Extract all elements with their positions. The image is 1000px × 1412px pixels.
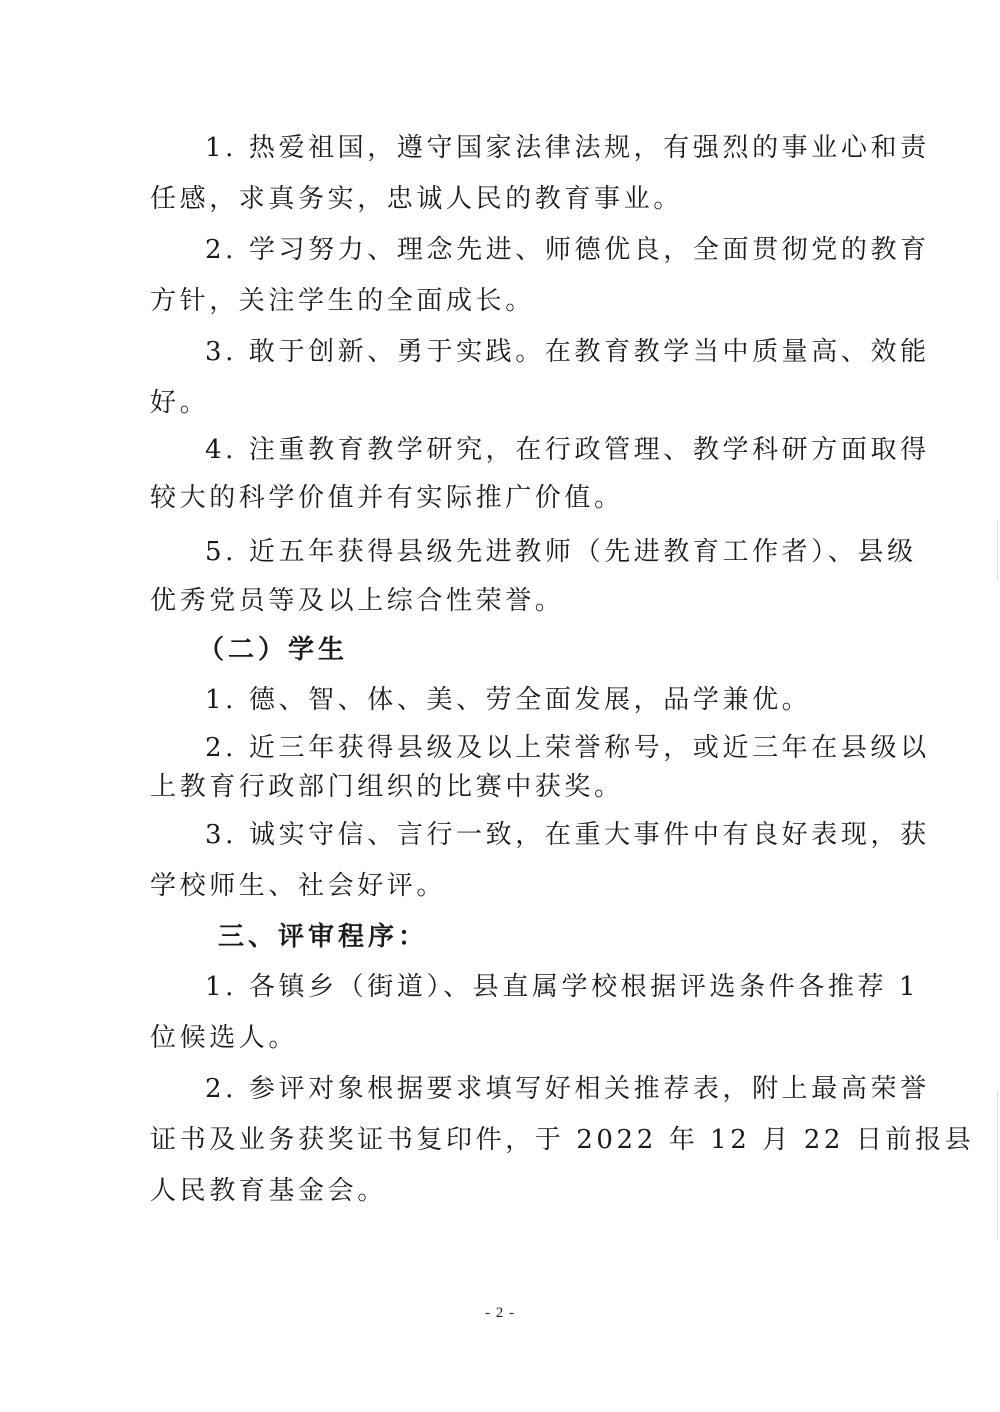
student-item-2-line-2: 上教育行政部门组织的比赛中获奖。 (150, 772, 624, 802)
paragraph-2-line-1: 2. 学习努力、理念先进、师德优良，全面贯彻党的教育 (205, 235, 930, 265)
procedure-item-1-line-1: 1. 各镇乡（街道）、县直属学校根据评选条件各推荐 1 (205, 972, 920, 1002)
student-item-1-line-1: 1. 德、智、体、美、劳全面发展，品学兼优。 (205, 685, 812, 715)
paragraph-1-line-2: 任感，求真务实，忠诚人民的教育事业。 (150, 184, 683, 214)
paragraph-5-line-1: 5. 近五年获得县级先进教师（先进教育工作者）、县级 (205, 537, 917, 567)
paragraph-3-line-1: 3. 敢于创新、勇于实践。在教育教学当中质量高、效能 (205, 337, 930, 367)
section-heading-students: （二）学生 (198, 635, 349, 665)
section-heading-review-procedure: 三、评审程序： (218, 922, 429, 952)
scan-edge-mark (997, 520, 998, 580)
scan-edge-mark (997, 1090, 998, 1240)
student-item-3-line-2: 学校师生、社会好评。 (150, 871, 447, 901)
paragraph-2-line-2: 方针，关注学生的全面成长。 (150, 286, 535, 316)
procedure-item-2-line-2: 证书及业务获奖证书复印件，于 2022 年 12 月 22 日前报县 (150, 1125, 975, 1155)
paragraph-4-line-2: 较大的科学价值并有实际推广价值。 (150, 483, 624, 513)
paragraph-3-line-2: 好。 (150, 388, 210, 418)
student-item-3-line-1: 3. 诚实守信、言行一致，在重大事件中有良好表现，获 (205, 820, 930, 850)
paragraph-4-line-1: 4. 注重教育教学研究，在行政管理、教学科研方面取得 (205, 435, 930, 465)
paragraph-1-line-1: 1. 热爱祖国，遵守国家法律法规，有强烈的事业心和责 (205, 133, 930, 163)
page-number: - 2 - (485, 1305, 515, 1321)
paragraph-5-line-2: 优秀党员等及以上综合性荣誉。 (150, 586, 565, 616)
procedure-item-2-line-3: 人民教育基金会。 (150, 1176, 387, 1206)
student-item-2-line-1: 2. 近三年获得县级及以上荣誉称号，或近三年在县级以 (205, 733, 930, 763)
procedure-item-2-line-1: 2. 参评对象根据要求填写好相关推荐表，附上最高荣誉 (205, 1074, 930, 1104)
procedure-item-1-line-2: 位候选人。 (150, 1023, 299, 1053)
